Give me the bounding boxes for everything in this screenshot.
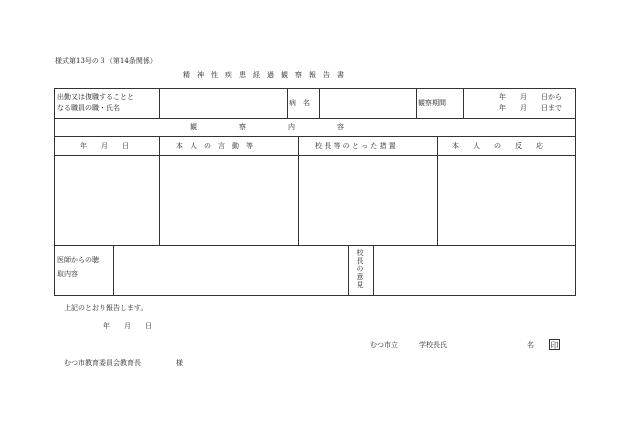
principal-opinion-label: 校長の意見 [356,249,364,289]
form-number: 様式第13号の３（第14条関係） [55,57,157,65]
col-header-reaction: 本 人 の 反 応 [452,142,543,150]
col-header-measures: 校 長 等 の と っ た 措 置 [315,142,396,150]
staff-label-line1: 出勤又は復職することと [57,93,134,101]
col-header-date: 年 月 日 [80,142,129,150]
cell-words[interactable] [160,156,297,244]
doctor-label-line1: 医師からの聴 [57,256,99,264]
period-to: 年 月 日まで [499,104,562,112]
cell-reaction[interactable] [438,156,575,244]
col-divider [416,88,417,118]
seal-icon: 印 [550,341,559,350]
cell-measures[interactable] [299,156,436,244]
report-statement: 上記のとおり報告します。 [64,304,148,312]
period-from: 年 月 日から [499,93,562,101]
document-title: 精 神 性 疾 患 経 過 観 察 報 告 書 [183,71,344,79]
principal-opinion-field[interactable] [374,246,575,295]
row-divider [54,136,576,137]
col-divider [287,88,288,118]
cell-date[interactable] [55,156,158,244]
report-date: 年 月 日 [103,322,152,330]
period-label: 観察期間 [418,99,446,107]
name-suffix: 名 [527,341,534,349]
doctor-content-field[interactable] [114,246,347,295]
city-school-name: むつ市立 学校長氏 [370,341,447,349]
addressee: むつ市教育委員会教育長 様 [64,359,183,367]
observation-header: 観 察 内 容 [190,123,344,131]
row-divider [54,118,576,119]
staff-name-field[interactable] [160,89,286,117]
col-divider [463,88,464,118]
col-divider [348,245,349,296]
staff-label-line2: なる職員の職・氏名 [57,104,120,112]
doctor-label-line2: 取内容 [57,270,78,278]
disease-label: 病 名 [289,99,310,107]
disease-field[interactable] [320,89,415,117]
col-header-words: 本 人 の 言 動 等 [176,142,253,150]
